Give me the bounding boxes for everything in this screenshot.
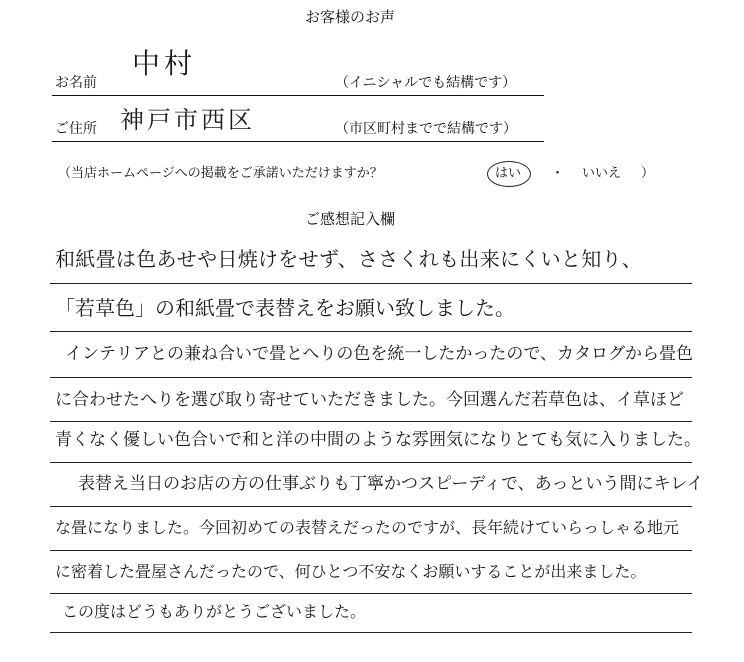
comment-line: に合わせたへりを選び取り寄せていただきました。今回選んだ若草色は、イ草ほど — [55, 390, 684, 410]
comment-underline — [50, 331, 692, 332]
consent-no-option[interactable]: いいえ — [582, 166, 622, 181]
comment-line: に密着した畳屋さんだったので、何ひとつ不安なくお願いすることが出来ました。 — [55, 562, 647, 581]
name-note: （イニシャルでも結構です） — [335, 75, 517, 91]
name-label: お名前 — [55, 75, 97, 91]
address-underline — [52, 141, 544, 142]
comment-underline — [50, 632, 692, 633]
comment-underline — [50, 421, 692, 422]
comment-line: 表替え当日のお店の方の仕事ぶりも丁寧かつスピーディで、あっという間にキレイ — [78, 474, 704, 494]
consent-question: （当店ホームページへの掲載をご承諾いただけますか？ — [58, 166, 383, 181]
comment-underline — [50, 377, 692, 378]
form-title: お客様のお声 — [305, 8, 396, 26]
consent-separator: ・ — [551, 166, 565, 181]
comment-underline — [50, 593, 692, 594]
comment-underline — [50, 462, 692, 463]
name-underline — [52, 95, 544, 96]
comment-underline — [50, 283, 692, 284]
comment-heading: ご感想記入欄 — [305, 210, 396, 228]
comment-line: 青くなく優しい色合いで和と洋の中間のような雰囲気になりとても気に入りました。 — [55, 430, 701, 450]
name-value: 中村 — [132, 47, 197, 80]
comment-line: な畳になりました。今回初めての表替えだったのですが、長年続けていらっしゃる地元 — [55, 518, 680, 537]
address-note: （市区町村までで結構です） — [335, 121, 517, 137]
comment-line: 「若草色」の和紙畳で表替えをお願い致しました。 — [55, 296, 515, 320]
address-label: ご住所 — [55, 121, 97, 137]
consent-yes-option[interactable]: はい — [495, 166, 522, 181]
address-value: 神戸市西区 — [120, 106, 255, 134]
comment-line: この度はどうもありがとうございました。 — [62, 602, 367, 621]
comment-underline — [50, 550, 692, 551]
comment-underline — [50, 506, 692, 507]
comment-line: 和紙畳は色あせや日焼けをせず、ささくれも出来にくいと知り、 — [55, 247, 643, 271]
comment-line: インテリアとの兼ね合いで畳とへりの色を統一したかったので、カタログから畳色 — [65, 344, 693, 364]
consent-close: ） — [641, 166, 655, 181]
